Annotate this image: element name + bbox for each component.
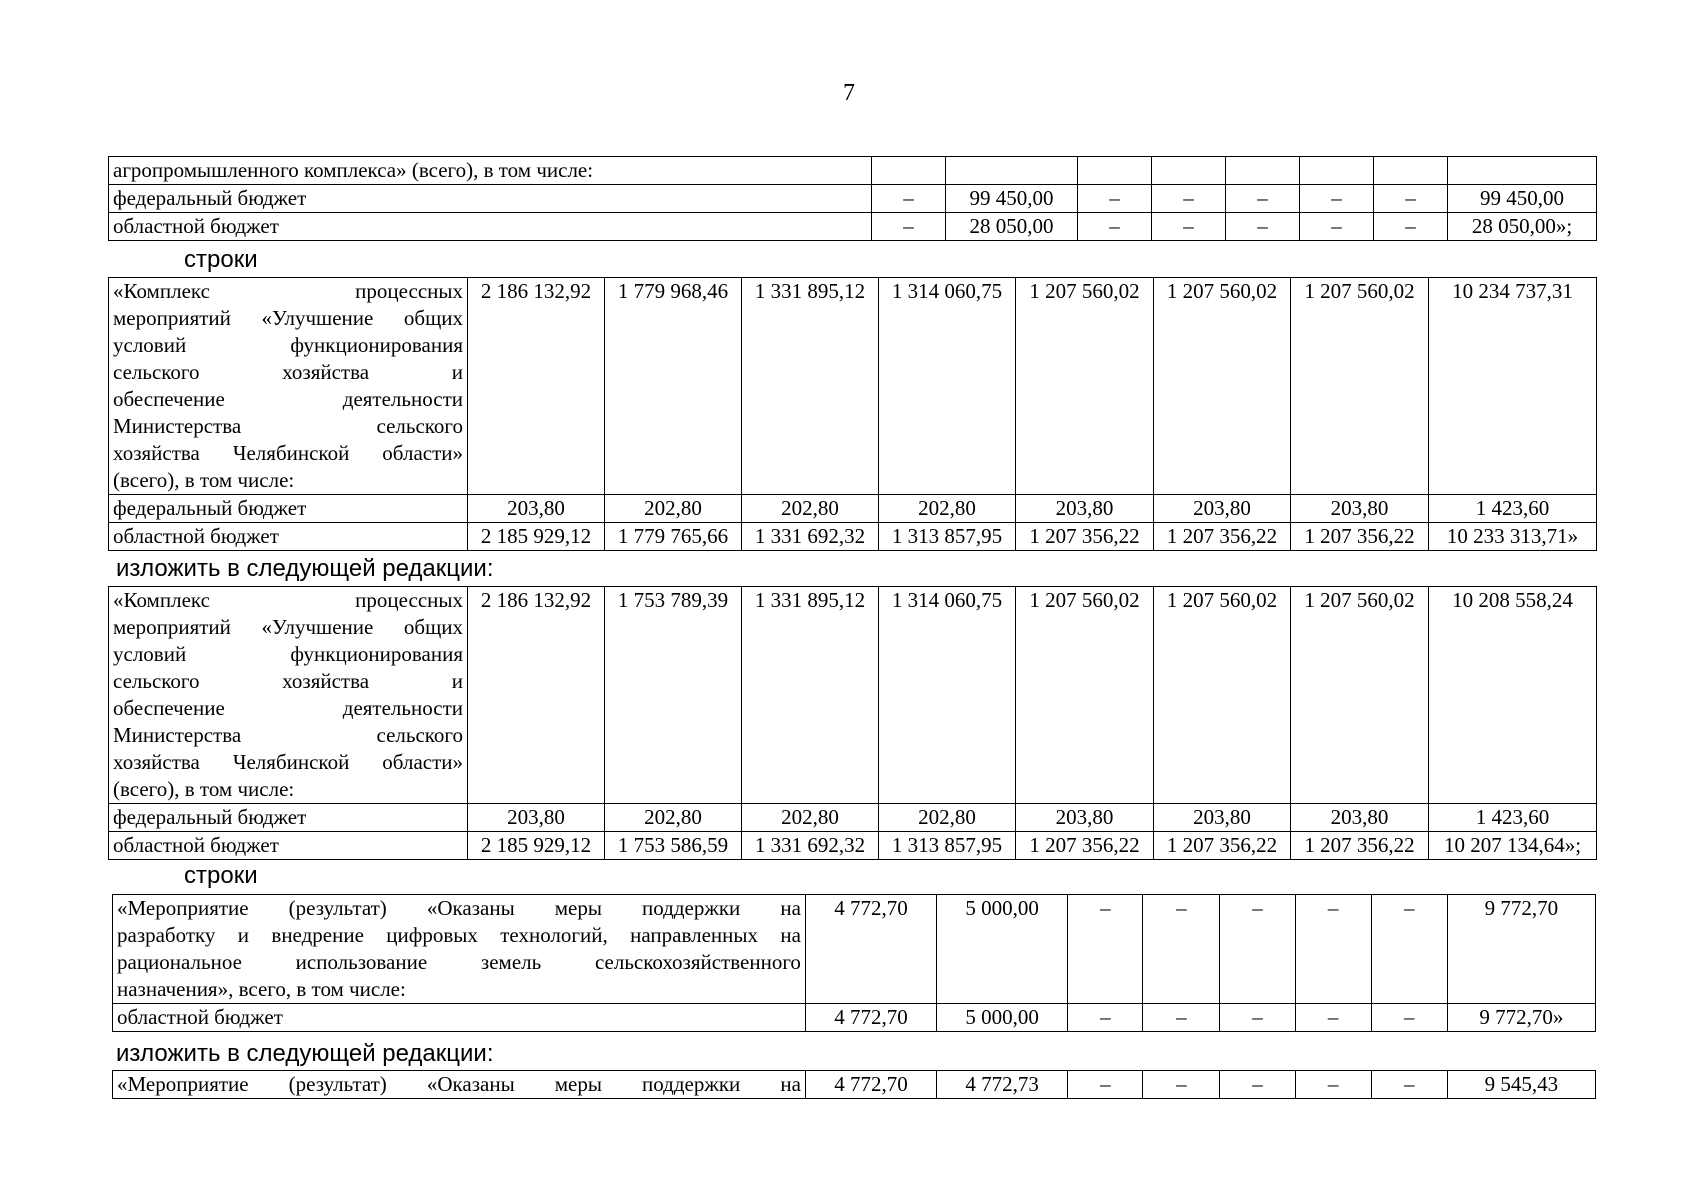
value-cell: 203,80 <box>468 804 605 832</box>
total-cell: 9 772,70 <box>1447 895 1595 1004</box>
value-cell: 1 207 356,22 <box>1154 832 1291 860</box>
value-cell <box>1226 157 1300 185</box>
value-cell: – <box>1152 185 1226 213</box>
total-cell: 10 234 737,31 <box>1429 278 1597 495</box>
total-cell: 10 208 558,24 <box>1429 587 1597 804</box>
value-cell: 1 753 586,59 <box>605 832 742 860</box>
value-cell: 203,80 <box>1291 495 1429 523</box>
section-heading: изложить в следующей редакции: <box>116 1040 494 1067</box>
label-line: мероприятий «Улучшение общих <box>113 615 463 639</box>
value-cell: 1 207 356,22 <box>1291 523 1429 551</box>
value-cell: 1 331 692,32 <box>742 832 879 860</box>
value-cell: 4 772,70 <box>805 1071 936 1099</box>
value-cell: 203,80 <box>1016 804 1154 832</box>
value-cell: – <box>1152 213 1226 241</box>
value-cell: 2 185 929,12 <box>468 523 605 551</box>
value-cell: 1 207 560,02 <box>1291 278 1429 495</box>
value-cell <box>1078 157 1152 185</box>
label-line: Министерства сельского <box>113 414 463 438</box>
value-cell: 2 186 132,92 <box>468 278 605 495</box>
section-heading: строки <box>184 246 258 273</box>
row-label: областной бюджет <box>109 213 872 241</box>
budget-table-3 <box>108 586 1597 860</box>
row-label: агропромышленного комплекса» (всего), в том числе: <box>109 157 872 185</box>
row-label: федеральный бюджет <box>109 185 872 213</box>
total-cell: 99 450,00 <box>1448 185 1597 213</box>
value-cell: 5 000,00 <box>937 1004 1068 1032</box>
value-cell: 4 772,73 <box>937 1071 1068 1099</box>
total-cell: 9 545,43 <box>1447 1071 1595 1099</box>
value-cell: 1 313 857,95 <box>879 832 1016 860</box>
value-cell: 203,80 <box>1291 804 1429 832</box>
value-cell: 1 207 560,02 <box>1016 587 1154 804</box>
label-line: мероприятий «Улучшение общих <box>113 306 463 330</box>
label-line: обеспечение деятельности <box>113 387 463 411</box>
value-cell: – <box>1143 1004 1220 1032</box>
table-row <box>113 1071 1596 1099</box>
label-line: «Комплекс процессных <box>113 279 463 303</box>
value-cell: – <box>1220 895 1295 1004</box>
table-row <box>109 157 1597 185</box>
table-row <box>113 1004 1596 1032</box>
value-cell: 1 313 857,95 <box>879 523 1016 551</box>
table-row <box>109 213 1597 241</box>
value-cell: – <box>1300 185 1374 213</box>
value-cell: – <box>1300 213 1374 241</box>
value-cell: 1 331 895,12 <box>742 278 879 495</box>
value-cell: 1 207 560,02 <box>1291 587 1429 804</box>
value-cell: 203,80 <box>468 495 605 523</box>
total-cell: 28 050,00»; <box>1448 213 1597 241</box>
table-row <box>109 278 1597 495</box>
table-row <box>109 804 1597 832</box>
value-cell: 1 207 560,02 <box>1154 587 1291 804</box>
table-row <box>109 495 1597 523</box>
value-cell: – <box>1068 895 1143 1004</box>
value-cell: – <box>1220 1071 1295 1099</box>
row-label <box>109 587 468 804</box>
label-line: условий функционирования <box>113 333 463 357</box>
value-cell: – <box>1143 1071 1220 1099</box>
label-line: условий функционирования <box>113 642 463 666</box>
label-line: Министерства сельского <box>113 723 463 747</box>
total-cell: 1 423,60 <box>1429 495 1597 523</box>
value-cell: 203,80 <box>1016 495 1154 523</box>
value-cell: – <box>1078 185 1152 213</box>
value-cell: 202,80 <box>879 804 1016 832</box>
total-cell: 10 233 313,71» <box>1429 523 1597 551</box>
row-label: областной бюджет <box>109 832 468 860</box>
value-cell: 1 207 560,02 <box>1016 278 1154 495</box>
label-line: «Комплекс процессных <box>113 588 463 612</box>
row-label <box>109 278 468 495</box>
budget-table-5 <box>112 1070 1596 1099</box>
label-line: (всего), в том числе: <box>113 777 295 801</box>
table-row <box>109 587 1597 804</box>
label-line: сельского хозяйства и <box>113 360 463 384</box>
value-cell: 28 050,00 <box>946 213 1078 241</box>
value-cell: 99 450,00 <box>946 185 1078 213</box>
total-cell: 10 207 134,64»; <box>1429 832 1597 860</box>
value-cell: – <box>1374 185 1448 213</box>
label-line: рациональное использование земель сельскохозяйственного <box>117 950 801 974</box>
value-cell <box>1300 157 1374 185</box>
value-cell: – <box>1371 1071 1447 1099</box>
value-cell: 1 779 968,46 <box>605 278 742 495</box>
table-row <box>109 523 1597 551</box>
total-cell: 1 423,60 <box>1429 804 1597 832</box>
value-cell: 5 000,00 <box>937 895 1068 1004</box>
value-cell: 2 186 132,92 <box>468 587 605 804</box>
value-cell <box>872 157 946 185</box>
budget-table-2 <box>108 277 1597 551</box>
label-line: «Мероприятие (результат) «Оказаны меры поддержки на <box>117 1072 801 1096</box>
value-cell: 4 772,70 <box>805 1004 936 1032</box>
value-cell: 202,80 <box>605 804 742 832</box>
value-cell: – <box>1374 213 1448 241</box>
value-cell <box>1374 157 1448 185</box>
value-cell: 2 185 929,12 <box>468 832 605 860</box>
row-label <box>113 895 806 1004</box>
value-cell: – <box>1295 1071 1371 1099</box>
value-cell: 202,80 <box>605 495 742 523</box>
value-cell: – <box>1226 185 1300 213</box>
value-cell: – <box>1295 895 1371 1004</box>
table-row <box>109 832 1597 860</box>
label-line: «Мероприятие (результат) «Оказаны меры поддержки на <box>117 896 801 920</box>
label-line: (всего), в том числе: <box>113 468 295 492</box>
value-cell: – <box>872 213 946 241</box>
row-label <box>113 1071 806 1099</box>
value-cell: – <box>1226 213 1300 241</box>
value-cell: – <box>872 185 946 213</box>
page-number: 7 <box>843 80 855 106</box>
value-cell: – <box>1068 1071 1143 1099</box>
value-cell: 202,80 <box>742 495 879 523</box>
row-label: областной бюджет <box>109 523 468 551</box>
section-heading: строки <box>184 862 258 889</box>
value-cell: 1 314 060,75 <box>879 278 1016 495</box>
value-cell: – <box>1220 1004 1295 1032</box>
label-line: хозяйства Челябинской области» <box>113 441 463 465</box>
label-line: назначения», всего, в том числе: <box>117 977 406 1001</box>
value-cell: 202,80 <box>879 495 1016 523</box>
value-cell: 203,80 <box>1154 804 1291 832</box>
value-cell: – <box>1078 213 1152 241</box>
value-cell: – <box>1143 895 1220 1004</box>
value-cell: 1 331 895,12 <box>742 587 879 804</box>
value-cell: 1 207 560,02 <box>1154 278 1291 495</box>
row-label: федеральный бюджет <box>109 804 468 832</box>
total-cell: 9 772,70» <box>1447 1004 1595 1032</box>
label-line: разработку и внедрение цифровых технологий, направленных на <box>117 923 801 947</box>
value-cell <box>1152 157 1226 185</box>
value-cell: 4 772,70 <box>805 895 936 1004</box>
label-line: обеспечение деятельности <box>113 696 463 720</box>
value-cell: 1 779 765,66 <box>605 523 742 551</box>
value-cell: – <box>1295 1004 1371 1032</box>
value-cell: – <box>1068 1004 1143 1032</box>
value-cell: 202,80 <box>742 804 879 832</box>
total-cell <box>1448 157 1597 185</box>
table-row <box>109 185 1597 213</box>
value-cell: – <box>1371 1004 1447 1032</box>
value-cell: 1 207 356,22 <box>1016 832 1154 860</box>
budget-table-4 <box>112 894 1596 1032</box>
value-cell: 1 207 356,22 <box>1154 523 1291 551</box>
value-cell: 1 753 789,39 <box>605 587 742 804</box>
value-cell: – <box>1371 895 1447 1004</box>
section-heading: изложить в следующей редакции: <box>116 555 494 582</box>
value-cell: 203,80 <box>1154 495 1291 523</box>
label-line: сельского хозяйства и <box>113 669 463 693</box>
value-cell: 1 207 356,22 <box>1291 832 1429 860</box>
row-label: федеральный бюджет <box>109 495 468 523</box>
budget-table-1 <box>108 156 1597 241</box>
row-label: областной бюджет <box>113 1004 806 1032</box>
value-cell: 1 207 356,22 <box>1016 523 1154 551</box>
label-line: хозяйства Челябинской области» <box>113 750 463 774</box>
value-cell: 1 314 060,75 <box>879 587 1016 804</box>
table-row <box>113 895 1596 1004</box>
value-cell: 1 331 692,32 <box>742 523 879 551</box>
value-cell <box>946 157 1078 185</box>
